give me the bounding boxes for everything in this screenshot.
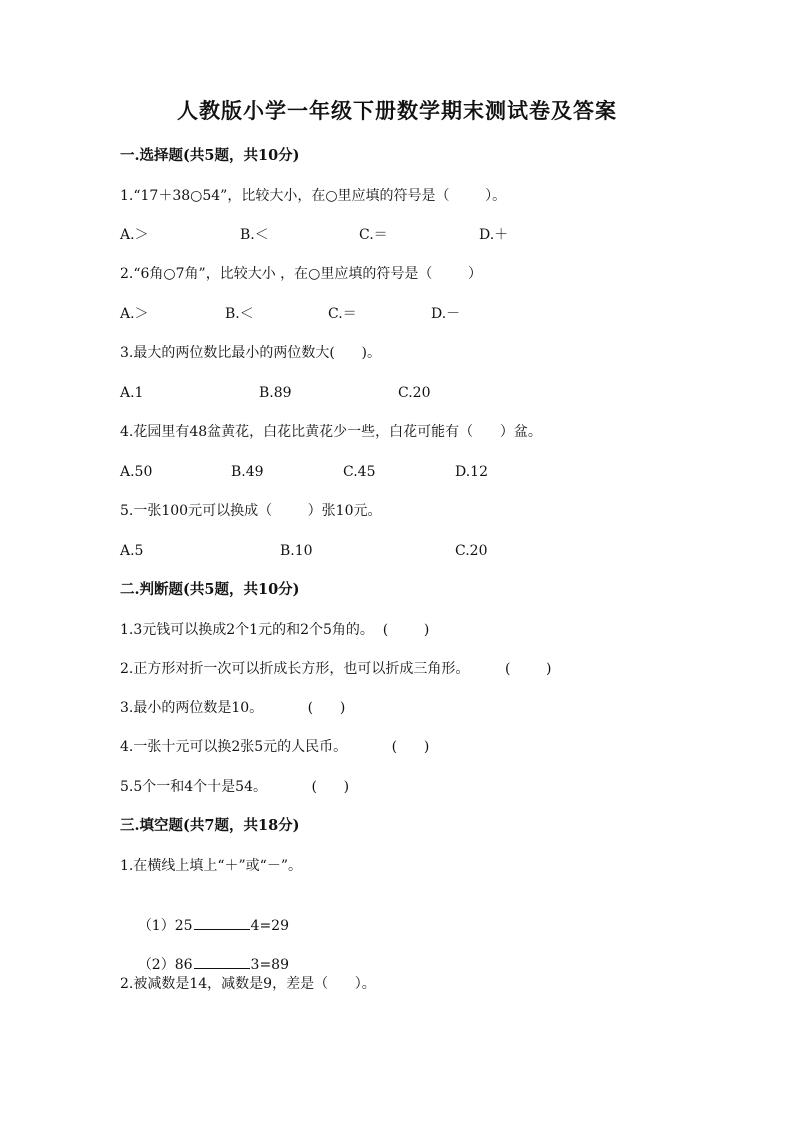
- question-1-option-d: D.＋: [479, 227, 509, 243]
- question-3-option-a: A.1: [120, 385, 144, 401]
- answer-blank[interactable]: [194, 915, 250, 930]
- fill-part-2-prefix: （2）86: [137, 957, 193, 973]
- question-5-stem: 5.一张100元可以换成（ ）张10元。: [120, 503, 382, 519]
- question-4-option-d: D.12: [455, 464, 488, 480]
- question-4-option-b: B.49: [231, 464, 264, 480]
- question-2-option-d: D.－: [431, 306, 461, 322]
- question-5-option-b: B.10: [280, 543, 313, 559]
- question-3-stem: 3.最大的两位数比最小的两位数大( )。: [120, 345, 381, 361]
- judge-item-2: 2.正方形对折一次可以折成长方形，也可以折成三角形。 ( ): [120, 661, 552, 677]
- section-heading-choice: 一.选择题(共5题，共10分): [120, 147, 300, 164]
- question-4-stem: 4.花园里有48盆黄花，白花比黄花少一些，白花可能有（ ）盆。: [120, 424, 542, 440]
- question-2-option-a: A.＞: [120, 306, 149, 322]
- question-4-option-c: C.45: [343, 464, 376, 480]
- question-3-option-c: C.20: [398, 385, 431, 401]
- judge-item-5: 5.5个一和4个十是54。 ( ): [120, 779, 350, 795]
- question-2-stem: 2.“6角○7角”，比较大小 ，在○里应填的符号是（ ）: [120, 266, 482, 282]
- judge-item-1: 1.3元钱可以换成2个1元的和2个5角的。 ( ): [120, 622, 430, 638]
- section-heading-judge: 二.判断题(共5题，共10分): [120, 581, 300, 598]
- question-2-option-b: B.＜: [225, 306, 254, 322]
- question-5-option-a: A.5: [120, 543, 144, 559]
- question-5-option-c: C.20: [455, 543, 488, 559]
- judge-item-4: 4.一张十元可以换2张5元的人民币。 ( ): [120, 739, 430, 755]
- fill-part-1-prefix: （1）25: [137, 918, 193, 934]
- question-2-option-c: C.＝: [328, 306, 357, 322]
- answer-blank[interactable]: [194, 954, 250, 969]
- fill-part-1-suffix: 4=29: [250, 918, 289, 934]
- fill-question-2-stem: 2.被减数是14，减数是9，差是（ ）。: [120, 976, 376, 992]
- page-title: 人教版小学一年级下册数学期末测试卷及答案: [177, 98, 617, 123]
- question-1-option-a: A.＞: [120, 227, 149, 243]
- fill-part-2-suffix: 3=89: [250, 957, 289, 973]
- question-1-option-c: C.＝: [359, 227, 388, 243]
- section-heading-fill: 三.填空题(共7题，共18分): [120, 817, 300, 834]
- fill-question-1-stem: 1.在横线上填上“＋”或“－”。: [120, 858, 302, 874]
- question-1-stem: 1.“17＋38○54”，比较大小，在○里应填的符号是（ ）。: [120, 188, 507, 204]
- question-4-option-a: A.50: [120, 464, 153, 480]
- question-3-option-b: B.89: [259, 385, 292, 401]
- question-1-option-b: B.＜: [240, 227, 269, 243]
- judge-item-3: 3.最小的两位数是10。 ( ): [120, 700, 346, 716]
